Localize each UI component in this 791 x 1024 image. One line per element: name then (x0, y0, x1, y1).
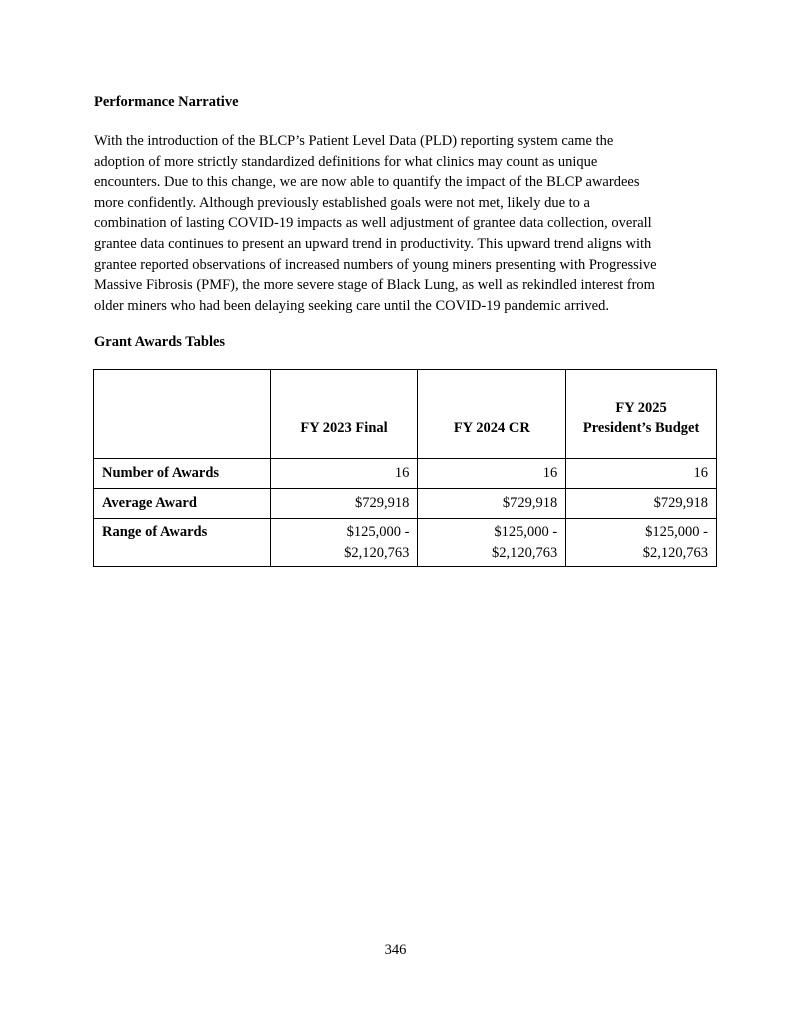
narrative-line: encounters. Due to this change, we are now able to quantify the impact of the BLCP awardees (94, 174, 640, 191)
column-header-fy2025-year: FY 2025 (615, 400, 667, 416)
grant-awards-heading: Grant Awards Tables (94, 334, 226, 350)
range-low: $125,000 - (645, 524, 708, 540)
table-cell: $729,918 (418, 489, 566, 519)
table-row (94, 519, 717, 567)
narrative-line: grantee reported observations of increased numbers of young miners presenting with Progressive (94, 256, 657, 273)
performance-narrative-paragraph (94, 131, 734, 316)
range-high: $2,120,763 (491, 544, 558, 561)
range-high: $2,120,763 (344, 544, 410, 561)
column-header-fy2025 (566, 370, 717, 459)
table-cell (566, 519, 717, 567)
table-header-row (94, 370, 717, 459)
table-cell: $729,918 (566, 489, 717, 519)
table-row (94, 459, 717, 489)
table-cell: 16 (270, 459, 418, 489)
column-header-fy2023: FY 2023 Final (270, 370, 418, 459)
performance-narrative-heading: Performance Narrative (94, 94, 239, 110)
narrative-line: combination of lasting COVID-19 impacts as well adjustment of grantee data collection, overall (94, 215, 652, 232)
table-cell: $729,918 (270, 489, 418, 519)
table-row (94, 489, 717, 519)
range-low: $125,000 - (494, 524, 558, 540)
table-corner-cell (94, 370, 271, 459)
narrative-line: grantee data continues to present an upward trend in productivity. This upward trend aligns with (94, 235, 652, 252)
row-label-range-of-awards: Range of Awards (94, 519, 271, 567)
row-label-average-award: Average Award (94, 489, 271, 519)
row-label-number-of-awards: Number of Awards (94, 459, 271, 489)
table-cell: 16 (566, 459, 717, 489)
grant-awards-table (93, 369, 717, 567)
narrative-line: adoption of more strictly standardized definitions for what clinics may count as unique (94, 153, 598, 170)
page-number: 346 (384, 942, 407, 958)
narrative-line: older miners who had been delaying seeking care until the COVID-19 pandemic arrived. (94, 297, 609, 314)
table-cell: 16 (418, 459, 566, 489)
column-header-fy2025-subtitle: President’s Budget (582, 420, 700, 436)
narrative-line: With the introduction of the BLCP’s Patient Level Data (PLD) reporting system came the (94, 133, 614, 149)
table-cell (270, 519, 418, 567)
narrative-line: more confidently. Although previously established goals were not met, likely due to a (94, 194, 590, 211)
narrative-line: Massive Fibrosis (PMF), the more severe stage of Black Lung, as well as rekindled interest from (94, 277, 655, 294)
range-high: $2,120,763 (642, 544, 708, 561)
range-low: $125,000 - (346, 524, 410, 540)
column-header-fy2024: FY 2024 CR (418, 370, 566, 459)
table-cell (418, 519, 566, 567)
